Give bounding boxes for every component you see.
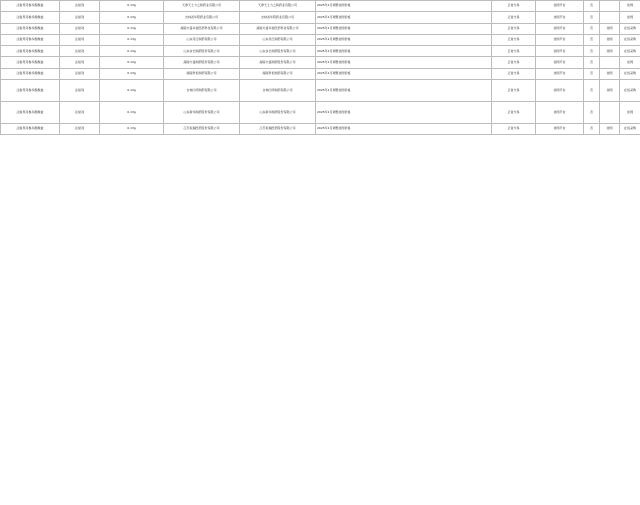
table-row xyxy=(1,102,640,124)
table-cell: 注射剂 xyxy=(60,57,100,68)
table-cell: 挂网平台 xyxy=(536,12,584,23)
table-cell: 挂网 xyxy=(620,1,640,12)
table-cell: 正常交易 xyxy=(492,102,536,124)
table-cell: 挂网 xyxy=(600,68,620,79)
table-cell: 2025年1月调整挂网价格 xyxy=(316,34,492,45)
table-cell: 2025年1月调整挂网价格 xyxy=(316,102,492,124)
table-cell: 正常交易 xyxy=(492,46,536,57)
table-cell: 正常交易 xyxy=(492,124,536,135)
table-cell: 否 xyxy=(584,80,600,102)
table-cell: 在线采购 xyxy=(620,68,640,79)
table-cell: 湖南方盛制药股份有限公司 xyxy=(240,57,316,68)
table-cell: 挂网平台 xyxy=(536,1,584,12)
table-cell: 注射剂 xyxy=(60,102,100,124)
table-cell: 否 xyxy=(584,1,600,12)
table-cell: 注射用丹参多酚酸盐 xyxy=(1,68,60,79)
table-cell: 江苏恒瑞医药股份有限公司 xyxy=(164,124,240,135)
table-cell: 0.13g xyxy=(100,124,164,135)
table-body xyxy=(1,1,640,135)
table-cell: 注射用丹参多酚酸盐 xyxy=(1,34,60,45)
table-cell: 挂网平台 xyxy=(536,124,584,135)
table-cell: 注射用丹参多酚酸盐 xyxy=(1,23,60,34)
table-cell: 0.13g xyxy=(100,102,164,124)
table-cell: 挂网 xyxy=(600,23,620,34)
table-cell: 0.13g xyxy=(100,23,164,34)
table-cell: 0.13g xyxy=(100,1,164,12)
table-cell: 注射剂 xyxy=(60,1,100,12)
table-cell: 在线采购 xyxy=(620,46,640,57)
table-cell: 山东丹红制药有限公司 xyxy=(164,34,240,45)
table-cell: 吉林省华阳药业有限公司 xyxy=(164,12,240,23)
table-cell: 注射用丹参多酚酸盐 xyxy=(1,46,60,57)
drug-price-table xyxy=(0,0,640,135)
table-cell: 正常交易 xyxy=(492,12,536,23)
table-row xyxy=(1,80,640,102)
table-cell: 否 xyxy=(584,102,600,124)
table-cell: 在线采购 xyxy=(620,23,640,34)
table-cell: 正常交易 xyxy=(492,1,536,12)
table-cell: 吉林省华阳药业有限公司 xyxy=(240,12,316,23)
table-cell: 挂网平台 xyxy=(536,80,584,102)
table-row xyxy=(1,1,640,12)
table-cell: 2025年1月调整挂网价格 xyxy=(316,46,492,57)
table-cell: 否 xyxy=(584,23,600,34)
table-cell: 挂网 xyxy=(620,57,640,68)
table-cell: 湖南方盛制药股份有限公司 xyxy=(164,57,240,68)
table-cell: 山东新华制药股份有限公司 xyxy=(240,102,316,124)
table-cell xyxy=(600,12,620,23)
table-cell: 挂网 xyxy=(600,80,620,102)
table-cell: 挂网 xyxy=(600,124,620,135)
table-cell: 吉林四环制药有限公司 xyxy=(240,80,316,102)
table-cell: 正常交易 xyxy=(492,68,536,79)
table-cell: 注射剂 xyxy=(60,80,100,102)
table-cell: 挂网 xyxy=(600,34,620,45)
table-cell: 挂网平台 xyxy=(536,102,584,124)
table-cell: 注射用丹参多酚酸盐 xyxy=(1,124,60,135)
table-cell: 注射用丹参多酚酸盐 xyxy=(1,57,60,68)
table-cell: 挂网 xyxy=(620,102,640,124)
table-cell: 山东新华制药股份有限公司 xyxy=(164,102,240,124)
table-cell: 在线采购 xyxy=(620,34,640,45)
table-cell: 挂网平台 xyxy=(536,68,584,79)
table-cell: 0.13g xyxy=(100,12,164,23)
table-cell: 在线采购 xyxy=(620,80,640,102)
table-cell: 2025年1月调整挂网价格 xyxy=(316,124,492,135)
table-row xyxy=(1,124,640,135)
table-cell: 2025年1月调整挂网价格 xyxy=(316,12,492,23)
table-cell: 湖南科伦制药有限公司 xyxy=(164,68,240,79)
table-cell: 注射用丹参多酚酸盐 xyxy=(1,80,60,102)
table-cell: 山东步长制药股份有限公司 xyxy=(240,46,316,57)
table-cell: 山东丹红制药有限公司 xyxy=(240,34,316,45)
table-cell: 山东步长制药股份有限公司 xyxy=(164,46,240,57)
table-cell: 注射用丹参多酚酸盐 xyxy=(1,12,60,23)
table-row xyxy=(1,23,640,34)
table-cell: 2025年1月调整挂网价格 xyxy=(316,23,492,34)
table-cell: 注射剂 xyxy=(60,12,100,23)
table-cell: 注射剂 xyxy=(60,68,100,79)
table-cell: 在线采购 xyxy=(620,124,640,135)
table-cell: 注射用丹参多酚酸盐 xyxy=(1,102,60,124)
table-cell: 挂网平台 xyxy=(536,46,584,57)
table-row xyxy=(1,12,640,23)
table-cell: 湖南方盛华美医药科技有限公司 xyxy=(164,23,240,34)
table-cell: 挂网平台 xyxy=(536,57,584,68)
table-cell: 天津天士力之骄药业有限公司 xyxy=(240,1,316,12)
table-cell: 挂网平台 xyxy=(536,23,584,34)
table-cell: 湖南科伦制药有限公司 xyxy=(240,68,316,79)
table-cell: 2025年1月调整挂网价格 xyxy=(316,80,492,102)
table-cell: 湖南方盛华美医药科技有限公司 xyxy=(240,23,316,34)
table-cell: 0.13g xyxy=(100,46,164,57)
table-cell: 否 xyxy=(584,46,600,57)
table-row xyxy=(1,68,640,79)
table-cell: 否 xyxy=(584,68,600,79)
table-cell: 吉林四环制药有限公司 xyxy=(164,80,240,102)
table-cell: 注射剂 xyxy=(60,46,100,57)
table-cell: 2025年1月调整挂网价格 xyxy=(316,57,492,68)
table-row xyxy=(1,34,640,45)
table-row xyxy=(1,57,640,68)
table-cell: 0.13g xyxy=(100,80,164,102)
table-cell: 否 xyxy=(584,34,600,45)
table-cell: 江苏恒瑞医药股份有限公司 xyxy=(240,124,316,135)
table-cell: 注射剂 xyxy=(60,34,100,45)
table-cell: 挂网 xyxy=(600,46,620,57)
table-cell: 天津天士力之骄药业有限公司 xyxy=(164,1,240,12)
table-cell: 正常交易 xyxy=(492,80,536,102)
table-cell xyxy=(600,57,620,68)
table-cell xyxy=(600,102,620,124)
table-cell: 否 xyxy=(584,57,600,68)
table-row xyxy=(1,46,640,57)
table-cell: 注射剂 xyxy=(60,124,100,135)
table-cell: 0.13g xyxy=(100,34,164,45)
table-cell: 0.13g xyxy=(100,68,164,79)
table-cell: 正常交易 xyxy=(492,23,536,34)
table-cell: 正常交易 xyxy=(492,57,536,68)
table-cell: 2025年1月调整挂网价格 xyxy=(316,1,492,12)
table-cell: 挂网 xyxy=(620,12,640,23)
table-cell: 2025年1月调整挂网价格 xyxy=(316,68,492,79)
table-cell: 注射剂 xyxy=(60,23,100,34)
table-cell: 挂网平台 xyxy=(536,34,584,45)
table-cell: 否 xyxy=(584,124,600,135)
table-cell: 正常交易 xyxy=(492,34,536,45)
table-cell: 注射用丹参多酚酸盐 xyxy=(1,1,60,12)
table-cell: 否 xyxy=(584,12,600,23)
table-cell: 0.13g xyxy=(100,57,164,68)
table-cell xyxy=(600,1,620,12)
